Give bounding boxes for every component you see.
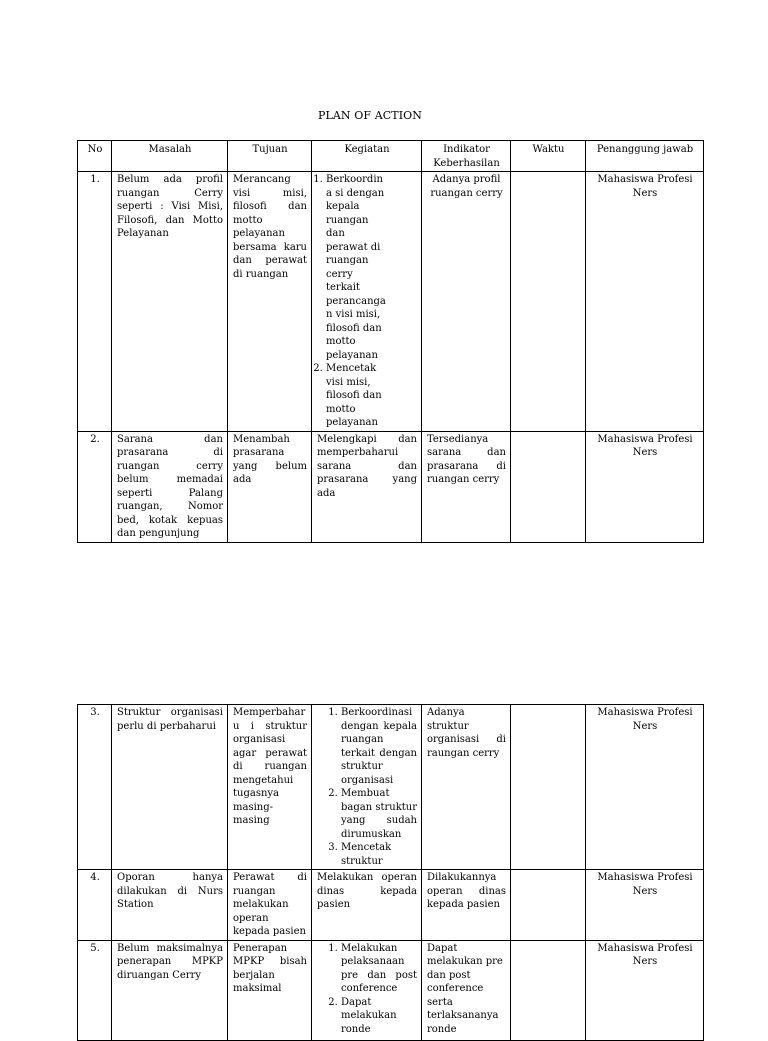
row-waktu — [511, 940, 586, 1040]
header-indikator: Indikator Keberhasilan — [422, 141, 511, 172]
header-no: No — [78, 141, 112, 172]
table-row — [78, 431, 704, 542]
row-waktu — [511, 172, 586, 432]
row-waktu — [511, 431, 586, 542]
header-tujuan: Tujuan — [228, 141, 312, 172]
row-indikator: Tersedianya sarana dan prasarana di ruangan cerry — [422, 431, 511, 542]
row-indikator: Dilakukannya operan dinas kepada pasien — [422, 870, 511, 941]
row-no: 5. — [78, 940, 112, 1040]
table-header-row — [78, 141, 704, 172]
row-no: 1. — [78, 172, 112, 432]
table-row — [78, 172, 704, 432]
row-tujuan: Perawat di ruangan melakukan operan kepada pasien — [228, 870, 312, 941]
row-masalah: Belum ada profil ruangan Cerry seperti : Visi Misi, Filosofi, dan Motto Pelayanan — [112, 172, 228, 432]
row-penanggung-jawab: Mahasiswa Profesi Ners — [586, 940, 704, 1040]
row-masalah: Struktur organisasi perlu di perbaharui — [112, 705, 228, 870]
list-item: 1. Melakukan pelaksanaan pre dan post conference — [341, 942, 417, 996]
list-item: 1. Berkoordina si dengan kepala ruangan dan perawat di ruangan cerry terkait perancangan visi misi, filosofi dan motto pelayanan — [326, 173, 388, 362]
row-masalah: Oporan hanya dilakukan di Nurs Station — [112, 870, 228, 941]
row-kegiatan — [312, 940, 422, 1040]
row-indikator: Dapat melakukan pre dan post conference serta terlaksananya ronde — [422, 940, 511, 1040]
table-row — [78, 940, 704, 1040]
plan-table-part-2 — [77, 704, 704, 1041]
list-item: 2. Dapat melakukan ronde — [341, 996, 417, 1037]
list-item: 3. Mencetak struktur — [341, 841, 417, 868]
row-masalah: Sarana dan prasarana di ruangan cerry belum memadai seperti Palang ruangan, Nomor bed, kotak kepuas dan pengunjung — [112, 431, 228, 542]
row-penanggung-jawab: Mahasiswa Profesi Ners — [586, 431, 704, 542]
row-kegiatan: Melakukan operan dinas kepada pasien — [312, 870, 422, 941]
row-tujuan: Merancang visi misi, filosofi dan motto pelayanan bersama karu dan perawat di ruangan — [228, 172, 312, 432]
plan-table-part-1 — [77, 140, 704, 543]
row-tujuan: Penerapan MPKP bisah berjalan maksimal — [228, 940, 312, 1040]
row-masalah: Belum maksimalnya penerapan MPKP diruangan Cerry — [112, 940, 228, 1040]
table-row — [78, 870, 704, 941]
row-penanggung-jawab: Mahasiswa Profesi Ners — [586, 705, 704, 870]
row-kegiatan: Melengkapi dan memperbaharui sarana dan prasarana yang ada — [312, 431, 422, 542]
list-item: 2. Membuat bagan struktur yang sudah dirumuskan — [341, 787, 417, 841]
row-no: 4. — [78, 870, 112, 941]
page-title: PLAN OF ACTION — [317, 109, 422, 122]
list-item: 1. Berkoordinasi dengan kepala ruangan terkait dengan struktur organisasi — [341, 706, 417, 787]
row-penanggung-jawab: Mahasiswa Profesi Ners — [586, 870, 704, 941]
kegiatan-list — [317, 942, 417, 1037]
list-item: 2. Mencetak visi misi, filosofi dan motto pelayanan — [326, 362, 388, 430]
header-penanggung-jawab: Penanggung jawab — [586, 141, 704, 172]
row-penanggung-jawab: Mahasiswa Profesi Ners — [586, 172, 704, 432]
row-no: 3. — [78, 705, 112, 870]
row-kegiatan — [312, 172, 422, 432]
row-tujuan: Menambah prasarana yang belum ada — [228, 431, 312, 542]
table-row — [78, 705, 704, 870]
row-indikator: Adanya profil ruangan cerry — [422, 172, 511, 432]
kegiatan-list — [317, 706, 417, 868]
header-waktu: Waktu — [511, 141, 586, 172]
row-no: 2. — [78, 431, 112, 542]
row-waktu — [511, 870, 586, 941]
row-kegiatan — [312, 705, 422, 870]
row-indikator: Adanya struktur organisasi di raungan cerry — [422, 705, 511, 870]
header-kegiatan: Kegiatan — [312, 141, 422, 172]
row-waktu — [511, 705, 586, 870]
kegiatan-list — [312, 173, 417, 430]
header-masalah: Masalah — [112, 141, 228, 172]
row-tujuan: Memperbaharu i struktur organisasi agar perawat di ruangan mengetahui tugasnya masing-masing — [228, 705, 312, 870]
